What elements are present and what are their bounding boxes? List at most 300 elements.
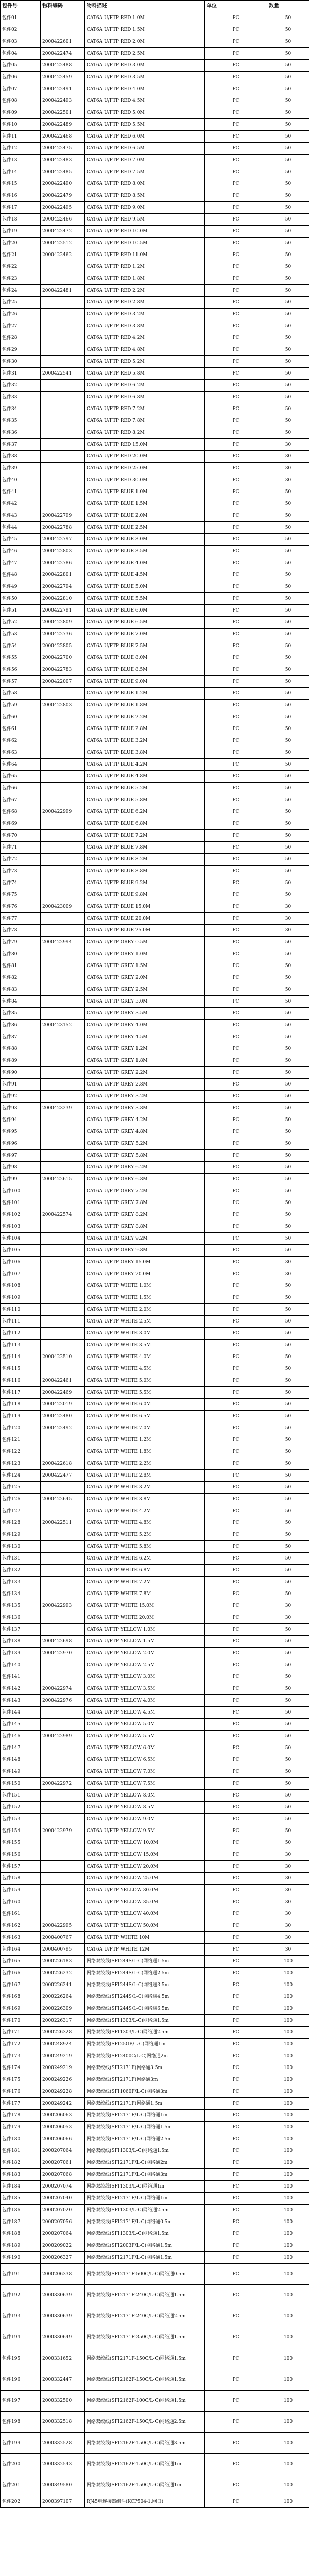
cell-package-no: 包件187 [1, 2216, 41, 2228]
cell-material-code [41, 1055, 85, 1067]
table-row [1, 155, 309, 166]
cell-unit: PC [205, 1588, 267, 1600]
table-row [1, 877, 309, 889]
cell-material-code [41, 1624, 85, 1636]
cell-quantity: 50 [267, 972, 309, 984]
cell-unit: PC [205, 2157, 267, 2169]
cell-package-no: 包件190 [1, 2252, 41, 2264]
cell-material-code [41, 854, 85, 866]
cell-material-desc: CAT6A U/FTP GREY 9.2M [85, 1233, 205, 1245]
cell-material-desc: CAT6A U/FTP GREY 4.5M [85, 1031, 205, 1043]
cell-package-no: 包件178 [1, 2110, 41, 2122]
cell-package-no: 包件183 [1, 2169, 41, 2181]
cell-unit: PC [205, 1138, 267, 1150]
table-row [1, 1316, 309, 1328]
cell-material-desc: CAT6A U/FTP YELLOW 4.5M [85, 1707, 205, 1719]
cell-quantity: 50 [267, 1505, 309, 1517]
cell-material-code [41, 309, 85, 320]
cell-quantity: 50 [267, 1766, 309, 1778]
cell-package-no: 包件165 [1, 1956, 41, 1968]
cell-material-desc: CAT6A U/FTP YELLOW 8.0M [85, 1790, 205, 1802]
cell-material-desc: CAT6A U/FTP GREY 2.8M [85, 1079, 205, 1091]
cell-package-no: 包件52 [1, 617, 41, 629]
cell-package-no: 包件191 [1, 2264, 41, 2285]
cell-quantity: 50 [267, 155, 309, 166]
table-row [1, 107, 309, 119]
table-row [1, 356, 309, 368]
table-row [1, 676, 309, 688]
cell-package-no: 包件128 [1, 1517, 41, 1529]
cell-material-desc: CAT6A U/FTP RED 25.0M [85, 463, 205, 474]
table-row [1, 1174, 309, 1185]
cell-package-no: 包件196 [1, 2369, 41, 2391]
cell-material-desc: CAT6A U/FTP YELLOW 10.0M [85, 1837, 205, 1849]
cell-package-no: 包件175 [1, 2074, 41, 2086]
cell-unit: PC [205, 1766, 267, 1778]
cell-quantity: 50 [267, 1055, 309, 1067]
cell-package-no: 包件198 [1, 2412, 41, 2433]
cell-unit: PC [205, 60, 267, 72]
cell-material-desc: CAT6A U/FTP WHITE 10M [85, 1932, 205, 1944]
cell-quantity: 100 [267, 2145, 309, 2157]
table-row [1, 1885, 309, 1896]
table-row [1, 1221, 309, 1233]
cell-material-desc: CAT6A U/FTP YELLOW 7.5M [85, 1778, 205, 1790]
cell-material-desc: CAT6A U/FTP BLUE 9.0M [85, 676, 205, 688]
cell-package-no: 包件186 [1, 2205, 41, 2216]
cell-unit: PC [205, 1825, 267, 1837]
cell-unit: PC [205, 1979, 267, 1991]
cell-material-code [41, 380, 85, 392]
table-row [1, 486, 309, 498]
cell-material-desc: CAT6A U/FTP BLUE 3.5M [85, 546, 205, 557]
table-row [1, 522, 309, 534]
cell-quantity: 50 [267, 1150, 309, 1162]
cell-quantity: 100 [267, 1956, 309, 1968]
table-row [1, 972, 309, 984]
table-row [1, 1422, 309, 1434]
cell-package-no: 包件13 [1, 155, 41, 166]
cell-unit: PC [205, 711, 267, 723]
header-material-code: 物料编码 [41, 1, 85, 12]
cell-unit: PC [205, 95, 267, 107]
cell-quantity: 50 [267, 617, 309, 629]
table-row [1, 700, 309, 711]
cell-quantity: 50 [267, 510, 309, 522]
table-row [1, 1446, 309, 1458]
cell-material-desc: 网络双绞线(SFI2171F/L-C)网络通1m [85, 2110, 205, 2122]
cell-material-code [41, 1363, 85, 1375]
cell-unit: PC [205, 2228, 267, 2240]
cell-unit: PC [205, 1079, 267, 1091]
cell-material-desc: CAT6A U/FTP RED 1.5M [85, 24, 205, 36]
cell-quantity: 100 [267, 2285, 309, 2306]
cell-material-desc: CAT6A U/FTP RED 4.8M [85, 344, 205, 356]
cell-unit: PC [205, 1292, 267, 1304]
table-row [1, 889, 309, 901]
cell-unit: PC [205, 1328, 267, 1340]
cell-quantity: 50 [267, 1197, 309, 1209]
cell-quantity: 50 [267, 1233, 309, 1245]
table-row [1, 320, 309, 332]
table-row [1, 1648, 309, 1659]
cell-package-no: 包件86 [1, 1020, 41, 1031]
cell-unit: PC [205, 842, 267, 854]
cell-package-no: 包件44 [1, 522, 41, 534]
table-row [1, 2157, 309, 2169]
cell-package-no: 包件59 [1, 700, 41, 711]
cell-package-no: 包件02 [1, 24, 41, 36]
cell-material-code: 2000422472 [41, 226, 85, 238]
table-row [1, 2122, 309, 2133]
table-row [1, 95, 309, 107]
cell-quantity: 50 [267, 356, 309, 368]
cell-material-code [41, 759, 85, 771]
cell-unit: PC [205, 1340, 267, 1351]
cell-package-no: 包件68 [1, 806, 41, 818]
cell-unit: PC [205, 178, 267, 190]
cell-unit: PC [205, 1020, 267, 1031]
cell-unit: PC [205, 522, 267, 534]
cell-quantity: 50 [267, 403, 309, 415]
cell-package-no: 包件107 [1, 1268, 41, 1280]
table-row [1, 593, 309, 605]
cell-quantity: 30 [267, 1944, 309, 1956]
cell-material-code [41, 1197, 85, 1209]
cell-quantity: 30 [267, 463, 309, 474]
cell-quantity: 100 [267, 2062, 309, 2074]
cell-material-code [41, 830, 85, 842]
cell-unit: PC [205, 344, 267, 356]
cell-package-no: 包件113 [1, 1340, 41, 1351]
cell-unit: PC [205, 1008, 267, 1020]
cell-package-no: 包件146 [1, 1731, 41, 1742]
cell-quantity: 30 [267, 1908, 309, 1920]
cell-unit: PC [205, 2264, 267, 2285]
table-row [1, 937, 309, 948]
cell-unit: PC [205, 901, 267, 913]
table-row [1, 664, 309, 676]
cell-material-code: 2000422810 [41, 593, 85, 605]
cell-material-desc: CAT6A U/FTP RED 2.0M [85, 36, 205, 48]
cell-package-no: 包件14 [1, 166, 41, 178]
cell-unit: PC [205, 2027, 267, 2039]
cell-package-no: 包件184 [1, 2181, 41, 2193]
cell-unit: PC [205, 1209, 267, 1221]
cell-material-code: 2000332447 [41, 2369, 85, 2391]
cell-package-no: 包件09 [1, 107, 41, 119]
cell-material-code: 2000422976 [41, 1695, 85, 1707]
cell-material-desc: CAT6A U/FTP WHITE 12M [85, 1944, 205, 1956]
cell-package-no: 包件155 [1, 1837, 41, 1849]
table-row [1, 451, 309, 463]
cell-material-code [41, 403, 85, 415]
table-row [1, 190, 309, 202]
table-row [1, 273, 309, 285]
cell-unit: PC [205, 1932, 267, 1944]
cell-quantity: 30 [267, 1600, 309, 1612]
cell-material-desc: CAT6A U/FTP WHITE 6.0M [85, 1399, 205, 1411]
header-package-no: 包件号 [1, 1, 41, 12]
cell-material-code: 2000422490 [41, 178, 85, 190]
cell-material-desc: CAT6A U/FTP WHITE 1.5M [85, 1292, 205, 1304]
table-row [1, 249, 309, 261]
table-row [1, 1968, 309, 1979]
cell-package-no: 包件12 [1, 143, 41, 155]
cell-package-no: 包件47 [1, 557, 41, 569]
cell-material-code: 2000422474 [41, 48, 85, 60]
table-row [1, 1790, 309, 1802]
cell-unit: PC [205, 984, 267, 996]
cell-quantity: 50 [267, 486, 309, 498]
cell-unit: PC [205, 2110, 267, 2122]
cell-material-desc: 网络双绞线(SFI1303/L-C)网络通1m [85, 2181, 205, 2193]
cell-material-desc: 网络双绞线(SFI2171F/L-C)网络通2m [85, 2157, 205, 2169]
cell-material-code: 2000422794 [41, 581, 85, 593]
cell-quantity: 50 [267, 1422, 309, 1434]
cell-package-no: 包件23 [1, 273, 41, 285]
table-row [1, 1209, 309, 1221]
cell-package-no: 包件122 [1, 1446, 41, 1458]
cell-material-desc: CAT6A U/FTP GREY 8.8M [85, 1221, 205, 1233]
cell-material-desc: CAT6A U/FTP BLUE 2.0M [85, 510, 205, 522]
cell-package-no: 包件36 [1, 427, 41, 439]
table-row [1, 2475, 309, 2496]
table-row [1, 2205, 309, 2216]
table-row [1, 1008, 309, 1020]
cell-quantity: 50 [267, 1458, 309, 1470]
cell-material-code [41, 1162, 85, 1174]
cell-package-no: 包件202 [1, 2496, 41, 2508]
cell-material-code [41, 1671, 85, 1683]
cell-unit: PC [205, 510, 267, 522]
cell-unit: PC [205, 806, 267, 818]
cell-package-no: 包件61 [1, 723, 41, 735]
cell-material-desc: CAT6A U/FTP RED 3.2M [85, 309, 205, 320]
cell-quantity: 50 [267, 866, 309, 877]
cell-material-desc: 网络双绞线(SFI2171F)网络通3m [85, 2074, 205, 2086]
cell-quantity: 50 [267, 1138, 309, 1150]
cell-unit: PC [205, 2133, 267, 2145]
cell-unit: PC [205, 2050, 267, 2062]
cell-material-code [41, 688, 85, 700]
cell-unit: PC [205, 1422, 267, 1434]
cell-unit: PC [205, 1873, 267, 1885]
cell-package-no: 包件131 [1, 1553, 41, 1565]
cell-unit: PC [205, 2391, 267, 2412]
cell-quantity: 50 [267, 1020, 309, 1031]
cell-quantity: 100 [267, 1979, 309, 1991]
cell-quantity: 50 [267, 1091, 309, 1103]
cell-material-desc: CAT6A U/FTP YELLOW 6.0M [85, 1742, 205, 1754]
cell-material-code [41, 1245, 85, 1257]
cell-package-no: 包件185 [1, 2193, 41, 2205]
cell-package-no: 包件37 [1, 439, 41, 451]
cell-quantity: 100 [267, 2015, 309, 2027]
table-row [1, 72, 309, 83]
cell-unit: PC [205, 332, 267, 344]
cell-quantity: 50 [267, 1588, 309, 1600]
cell-unit: PC [205, 1541, 267, 1553]
cell-package-no: 包件11 [1, 131, 41, 143]
cell-material-desc: CAT6A U/FTP BLUE 20.0M [85, 913, 205, 925]
cell-unit: PC [205, 1091, 267, 1103]
cell-material-code [41, 474, 85, 486]
cell-material-code: 2000422510 [41, 1351, 85, 1363]
cell-package-no: 包件136 [1, 1612, 41, 1624]
cell-package-no: 包件93 [1, 1103, 41, 1114]
cell-material-code [41, 1268, 85, 1280]
cell-unit: PC [205, 640, 267, 652]
cell-material-desc: CAT6A U/FTP BLUE 7.5M [85, 640, 205, 652]
cell-package-no: 包件17 [1, 202, 41, 214]
cell-material-code [41, 427, 85, 439]
table-row [1, 818, 309, 830]
cell-package-no: 包件101 [1, 1197, 41, 1209]
cell-material-desc: CAT6A U/FTP RED 7.2M [85, 403, 205, 415]
table-row [1, 629, 309, 640]
cell-quantity: 50 [267, 711, 309, 723]
cell-unit: PC [205, 1624, 267, 1636]
cell-package-no: 包件33 [1, 392, 41, 403]
cell-material-code [41, 1719, 85, 1731]
cell-package-no: 包件108 [1, 1280, 41, 1292]
cell-unit: PC [205, 119, 267, 131]
cell-material-desc: CAT6A U/FTP RED 15.0M [85, 439, 205, 451]
cell-unit: PC [205, 297, 267, 309]
cell-material-code: 2000422501 [41, 107, 85, 119]
cell-package-no: 包件92 [1, 1091, 41, 1103]
cell-unit: PC [205, 818, 267, 830]
cell-material-desc: 网络双绞线(SFI1303/L-C)网络通1.5m [85, 2145, 205, 2157]
table-row [1, 1932, 309, 1944]
cell-material-code: 2000422475 [41, 143, 85, 155]
cell-package-no: 包件85 [1, 1008, 41, 1020]
cell-unit: PC [205, 747, 267, 759]
cell-quantity: 50 [267, 676, 309, 688]
cell-unit: PC [205, 2098, 267, 2110]
cell-quantity: 50 [267, 842, 309, 854]
cell-material-code: 2000207068 [41, 2169, 85, 2181]
header-material-desc: 物料描述 [85, 1, 205, 12]
cell-material-desc: CAT6A U/FTP BLUE 6.5M [85, 617, 205, 629]
cell-material-code: 2000349580 [41, 2475, 85, 2496]
table-row [1, 1458, 309, 1470]
table-row [1, 2181, 309, 2193]
cell-quantity: 50 [267, 1695, 309, 1707]
cell-quantity: 100 [267, 2306, 309, 2327]
cell-quantity: 50 [267, 1470, 309, 1482]
cell-material-code: 2000422459 [41, 72, 85, 83]
cell-package-no: 包件54 [1, 640, 41, 652]
cell-material-code: 2000207061 [41, 2157, 85, 2169]
cell-unit: PC [205, 996, 267, 1008]
cell-package-no: 包件90 [1, 1067, 41, 1079]
cell-quantity: 50 [267, 1328, 309, 1340]
table-row [1, 439, 309, 451]
cell-unit: PC [205, 1399, 267, 1411]
cell-package-no: 包件180 [1, 2133, 41, 2145]
table-row [1, 1529, 309, 1541]
cell-unit: PC [205, 1707, 267, 1719]
cell-unit: PC [205, 1375, 267, 1387]
cell-material-code [41, 1565, 85, 1577]
cell-material-desc: CAT6A U/FTP BLUE 9.8M [85, 889, 205, 901]
cell-material-desc: 网络双绞线(SFI2171F-240C/L-C)网络通2.5m [85, 2306, 205, 2327]
cell-package-no: 包件43 [1, 510, 41, 522]
cell-material-code: 2000422809 [41, 617, 85, 629]
cell-material-desc: 网络双绞线(SFI2162F-150C/L-C)网络通1m [85, 2475, 205, 2496]
cell-material-code [41, 1849, 85, 1861]
cell-unit: PC [205, 1802, 267, 1814]
cell-package-no: 包件34 [1, 403, 41, 415]
cell-material-desc: 网络双绞线(SFI2162F-150C/L-C)网络通2.5m [85, 2412, 205, 2433]
cell-unit: PC [205, 1221, 267, 1233]
table-row [1, 1268, 309, 1280]
table-row [1, 2433, 309, 2454]
cell-material-code [41, 1114, 85, 1126]
cell-unit: PC [205, 925, 267, 937]
cell-material-desc: CAT6A U/FTP WHITE 3.8M [85, 1494, 205, 1505]
cell-package-no: 包件109 [1, 1292, 41, 1304]
table-row [1, 344, 309, 356]
cell-unit: PC [205, 463, 267, 474]
table-row [1, 771, 309, 783]
cell-material-desc: CAT6A U/FTP GREY 2.5M [85, 984, 205, 996]
cell-material-desc: 网络双绞线(SFI244S/L-C)网络通6.5m [85, 2003, 205, 2015]
cell-quantity: 50 [267, 652, 309, 664]
cell-material-code: 2000422698 [41, 1636, 85, 1648]
cell-unit: PC [205, 36, 267, 48]
table-row [1, 2015, 309, 2027]
cell-package-no: 包件201 [1, 2475, 41, 2496]
table-row [1, 2391, 309, 2412]
cell-quantity: 50 [267, 1209, 309, 1221]
cell-unit: PC [205, 1565, 267, 1577]
cell-package-no: 包件140 [1, 1659, 41, 1671]
cell-quantity: 100 [267, 2003, 309, 2015]
cell-package-no: 包件200 [1, 2454, 41, 2475]
cell-unit: PC [205, 2433, 267, 2454]
cell-material-code: 2000422788 [41, 522, 85, 534]
cell-quantity: 50 [267, 214, 309, 226]
cell-material-code: 2000422495 [41, 202, 85, 214]
cell-package-no: 包件164 [1, 1944, 41, 1956]
table-row [1, 285, 309, 297]
cell-quantity: 50 [267, 1814, 309, 1825]
cell-material-desc: CAT6A U/FTP WHITE 15.0M [85, 1600, 205, 1612]
cell-unit: PC [205, 1612, 267, 1624]
table-row [1, 2496, 309, 2508]
cell-material-code: 2000422786 [41, 557, 85, 569]
cell-material-desc: CAT6A U/FTP YELLOW 15.0M [85, 1849, 205, 1861]
table-row [1, 2228, 309, 2240]
cell-material-code: 2000226317 [41, 2015, 85, 2027]
cell-material-code: 2000332500 [41, 2391, 85, 2412]
cell-material-desc: 网络双绞线(SFI2171F-350C/L-C)网络通1.5m [85, 2327, 205, 2348]
table-row [1, 403, 309, 415]
cell-material-code: 2000422783 [41, 664, 85, 676]
cell-quantity: 50 [267, 1304, 309, 1316]
cell-quantity: 50 [267, 1754, 309, 1766]
cell-quantity: 50 [267, 806, 309, 818]
cell-unit: PC [205, 2475, 267, 2496]
cell-package-no: 包件76 [1, 901, 41, 913]
cell-package-no: 包件135 [1, 1600, 41, 1612]
cell-package-no: 包件161 [1, 1908, 41, 1920]
cell-unit: PC [205, 1197, 267, 1209]
cell-unit: PC [205, 1659, 267, 1671]
